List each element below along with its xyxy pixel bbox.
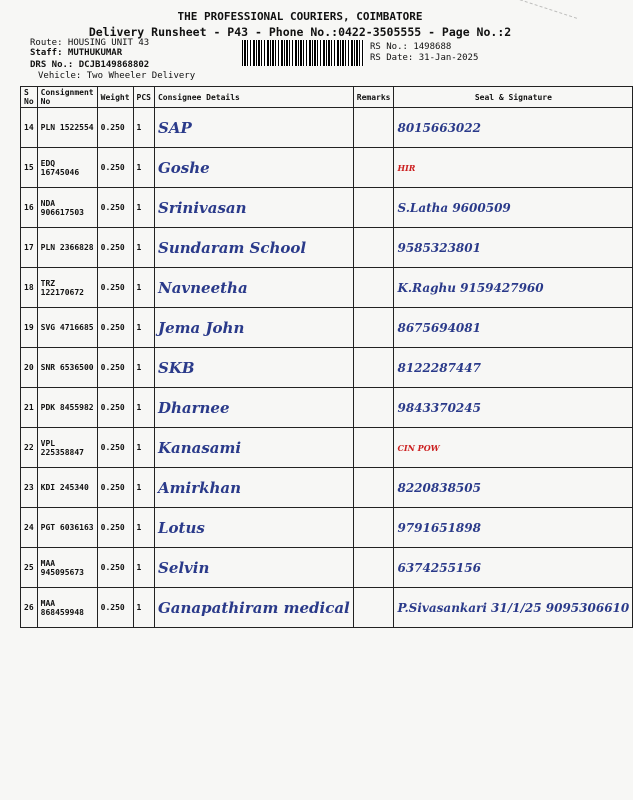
consignment-cell: PDK 8455982 (37, 388, 97, 428)
remarks-cell (353, 468, 394, 508)
remarks-cell (353, 268, 394, 308)
table-row (21, 508, 633, 548)
consignment-cell: MAA 868459948 (37, 588, 97, 628)
pcs-cell: 1 (133, 548, 154, 588)
remarks-cell (353, 148, 394, 188)
consignee-cell: Kanasami (154, 428, 353, 468)
signature-cell: HIR (394, 148, 633, 188)
pcs-cell: 1 (133, 588, 154, 628)
table-row (21, 348, 633, 388)
weight-cell: 0.250 (97, 308, 133, 348)
rs-date: RS Date: 31-Jan-2025 (370, 53, 479, 63)
consignment-cell: MAA 945095673 (37, 548, 97, 588)
pcs-cell: 1 (133, 468, 154, 508)
consignee-cell: Navneetha (154, 268, 353, 308)
table-row (21, 228, 633, 268)
col-consignment: Consignment No (37, 87, 97, 108)
weight-cell: 0.250 (97, 268, 133, 308)
col-pcs: PCS (133, 87, 154, 108)
pcs-cell: 1 (133, 388, 154, 428)
sno-cell: 26 (21, 588, 38, 628)
consignment-cell: EDQ 16745046 (37, 148, 97, 188)
remarks-cell (353, 428, 394, 468)
col-consignee: Consignee Details (154, 87, 353, 108)
consignment-cell: SVG 4716685 (37, 308, 97, 348)
consignment-cell: PLN 1522554 (37, 108, 97, 148)
consignment-cell: KDI 245340 (37, 468, 97, 508)
table-row (21, 468, 633, 508)
pcs-cell: 1 (133, 148, 154, 188)
signature-cell: 9791651898 (394, 508, 633, 548)
remarks-cell (353, 348, 394, 388)
rs-number: RS No.: 1498688 (370, 42, 452, 52)
signature-cell: 9843370245 (394, 388, 633, 428)
remarks-cell (353, 108, 394, 148)
weight-cell: 0.250 (97, 548, 133, 588)
staff-label: Staff: MUTHUKUMAR (30, 48, 123, 58)
consignee-cell: Jema John (154, 308, 353, 348)
route-label: Route: HOUSING UNIT 43 (30, 38, 150, 48)
table-row (21, 108, 633, 148)
sno-cell: 17 (21, 228, 38, 268)
signature-cell: K.Raghu 9159427960 (394, 268, 633, 308)
pcs-cell: 1 (133, 188, 154, 228)
consignment-cell: PGT 6036163 (37, 508, 97, 548)
runsheet-title: Delivery Runsheet - P43 - Phone No.:0422-3505555 - Page No.:2 (88, 25, 512, 39)
weight-cell: 0.250 (97, 588, 133, 628)
signature-cell: S.Latha 9600509 (394, 188, 633, 228)
consignee-cell: Amirkhan (154, 468, 353, 508)
consignee-cell: Selvin (154, 548, 353, 588)
sno-cell: 23 (21, 468, 38, 508)
table-header-row (21, 87, 633, 108)
consignment-cell: PLN 2366828 (37, 228, 97, 268)
sno-cell: 25 (21, 548, 38, 588)
sno-cell: 14 (21, 108, 38, 148)
remarks-cell (353, 508, 394, 548)
table-row (21, 548, 633, 588)
sno-cell: 16 (21, 188, 38, 228)
pcs-cell: 1 (133, 428, 154, 468)
consignee-cell: Sundaram School (154, 228, 353, 268)
drs-number: DRS No.: DCJB149868802 (30, 60, 150, 70)
sno-cell: 18 (21, 268, 38, 308)
weight-cell: 0.250 (97, 228, 133, 268)
barcode (242, 40, 364, 66)
signature-cell: P.Sivasankari 31/1/25 9095306610 (394, 588, 633, 628)
weight-cell: 0.250 (97, 108, 133, 148)
consignment-cell: TRZ 122170672 (37, 268, 97, 308)
consignee-cell: SAP (154, 108, 353, 148)
remarks-cell (353, 548, 394, 588)
col-signature: Seal & Signature (394, 87, 633, 108)
remarks-cell (353, 388, 394, 428)
consignee-cell: Goshe (154, 148, 353, 188)
remarks-cell (353, 308, 394, 348)
consignee-cell: SKB (154, 348, 353, 388)
consignment-cell: SNR 6536500 (37, 348, 97, 388)
remarks-cell (353, 228, 394, 268)
weight-cell: 0.250 (97, 428, 133, 468)
weight-cell: 0.250 (97, 468, 133, 508)
vehicle-label: Vehicle: Two Wheeler Delivery (38, 71, 196, 81)
col-remarks: Remarks (353, 87, 394, 108)
table-row (21, 428, 633, 468)
sno-cell: 20 (21, 348, 38, 388)
weight-cell: 0.250 (97, 508, 133, 548)
signature-cell: 9585323801 (394, 228, 633, 268)
remarks-cell (353, 588, 394, 628)
col-sno: S No (21, 87, 38, 108)
sno-cell: 22 (21, 428, 38, 468)
consignee-cell: Dharnee (154, 388, 353, 428)
signature-cell: 6374255156 (394, 548, 633, 588)
pcs-cell: 1 (133, 308, 154, 348)
sno-cell: 15 (21, 148, 38, 188)
consignee-cell: Srinivasan (154, 188, 353, 228)
col-weight: Weight (97, 87, 133, 108)
company-heading: THE PROFESSIONAL COURIERS, COIMBATORE (177, 10, 423, 23)
consignee-cell: Ganapathiram medical (154, 588, 353, 628)
signature-cell: 8122287447 (394, 348, 633, 388)
runsheet-table (20, 86, 633, 628)
table-row (21, 308, 633, 348)
consignee-cell: Lotus (154, 508, 353, 548)
pcs-cell: 1 (133, 508, 154, 548)
table-row (21, 268, 633, 308)
sno-cell: 19 (21, 308, 38, 348)
weight-cell: 0.250 (97, 388, 133, 428)
table-row (21, 148, 633, 188)
sno-cell: 21 (21, 388, 38, 428)
consignment-cell: VPL 225358847 (37, 428, 97, 468)
table-row (21, 388, 633, 428)
pcs-cell: 1 (133, 228, 154, 268)
pcs-cell: 1 (133, 268, 154, 308)
weight-cell: 0.250 (97, 148, 133, 188)
sno-cell: 24 (21, 508, 38, 548)
weight-cell: 0.250 (97, 188, 133, 228)
signature-cell: 8675694081 (394, 308, 633, 348)
table-row (21, 188, 633, 228)
signature-cell: 8015663022 (394, 108, 633, 148)
weight-cell: 0.250 (97, 348, 133, 388)
signature-cell: 8220838505 (394, 468, 633, 508)
table-row (21, 588, 633, 628)
remarks-cell (353, 188, 394, 228)
consignment-cell: NDA 906617503 (37, 188, 97, 228)
pcs-cell: 1 (133, 108, 154, 148)
pcs-cell: 1 (133, 348, 154, 388)
signature-cell: CIN POW (394, 428, 633, 468)
